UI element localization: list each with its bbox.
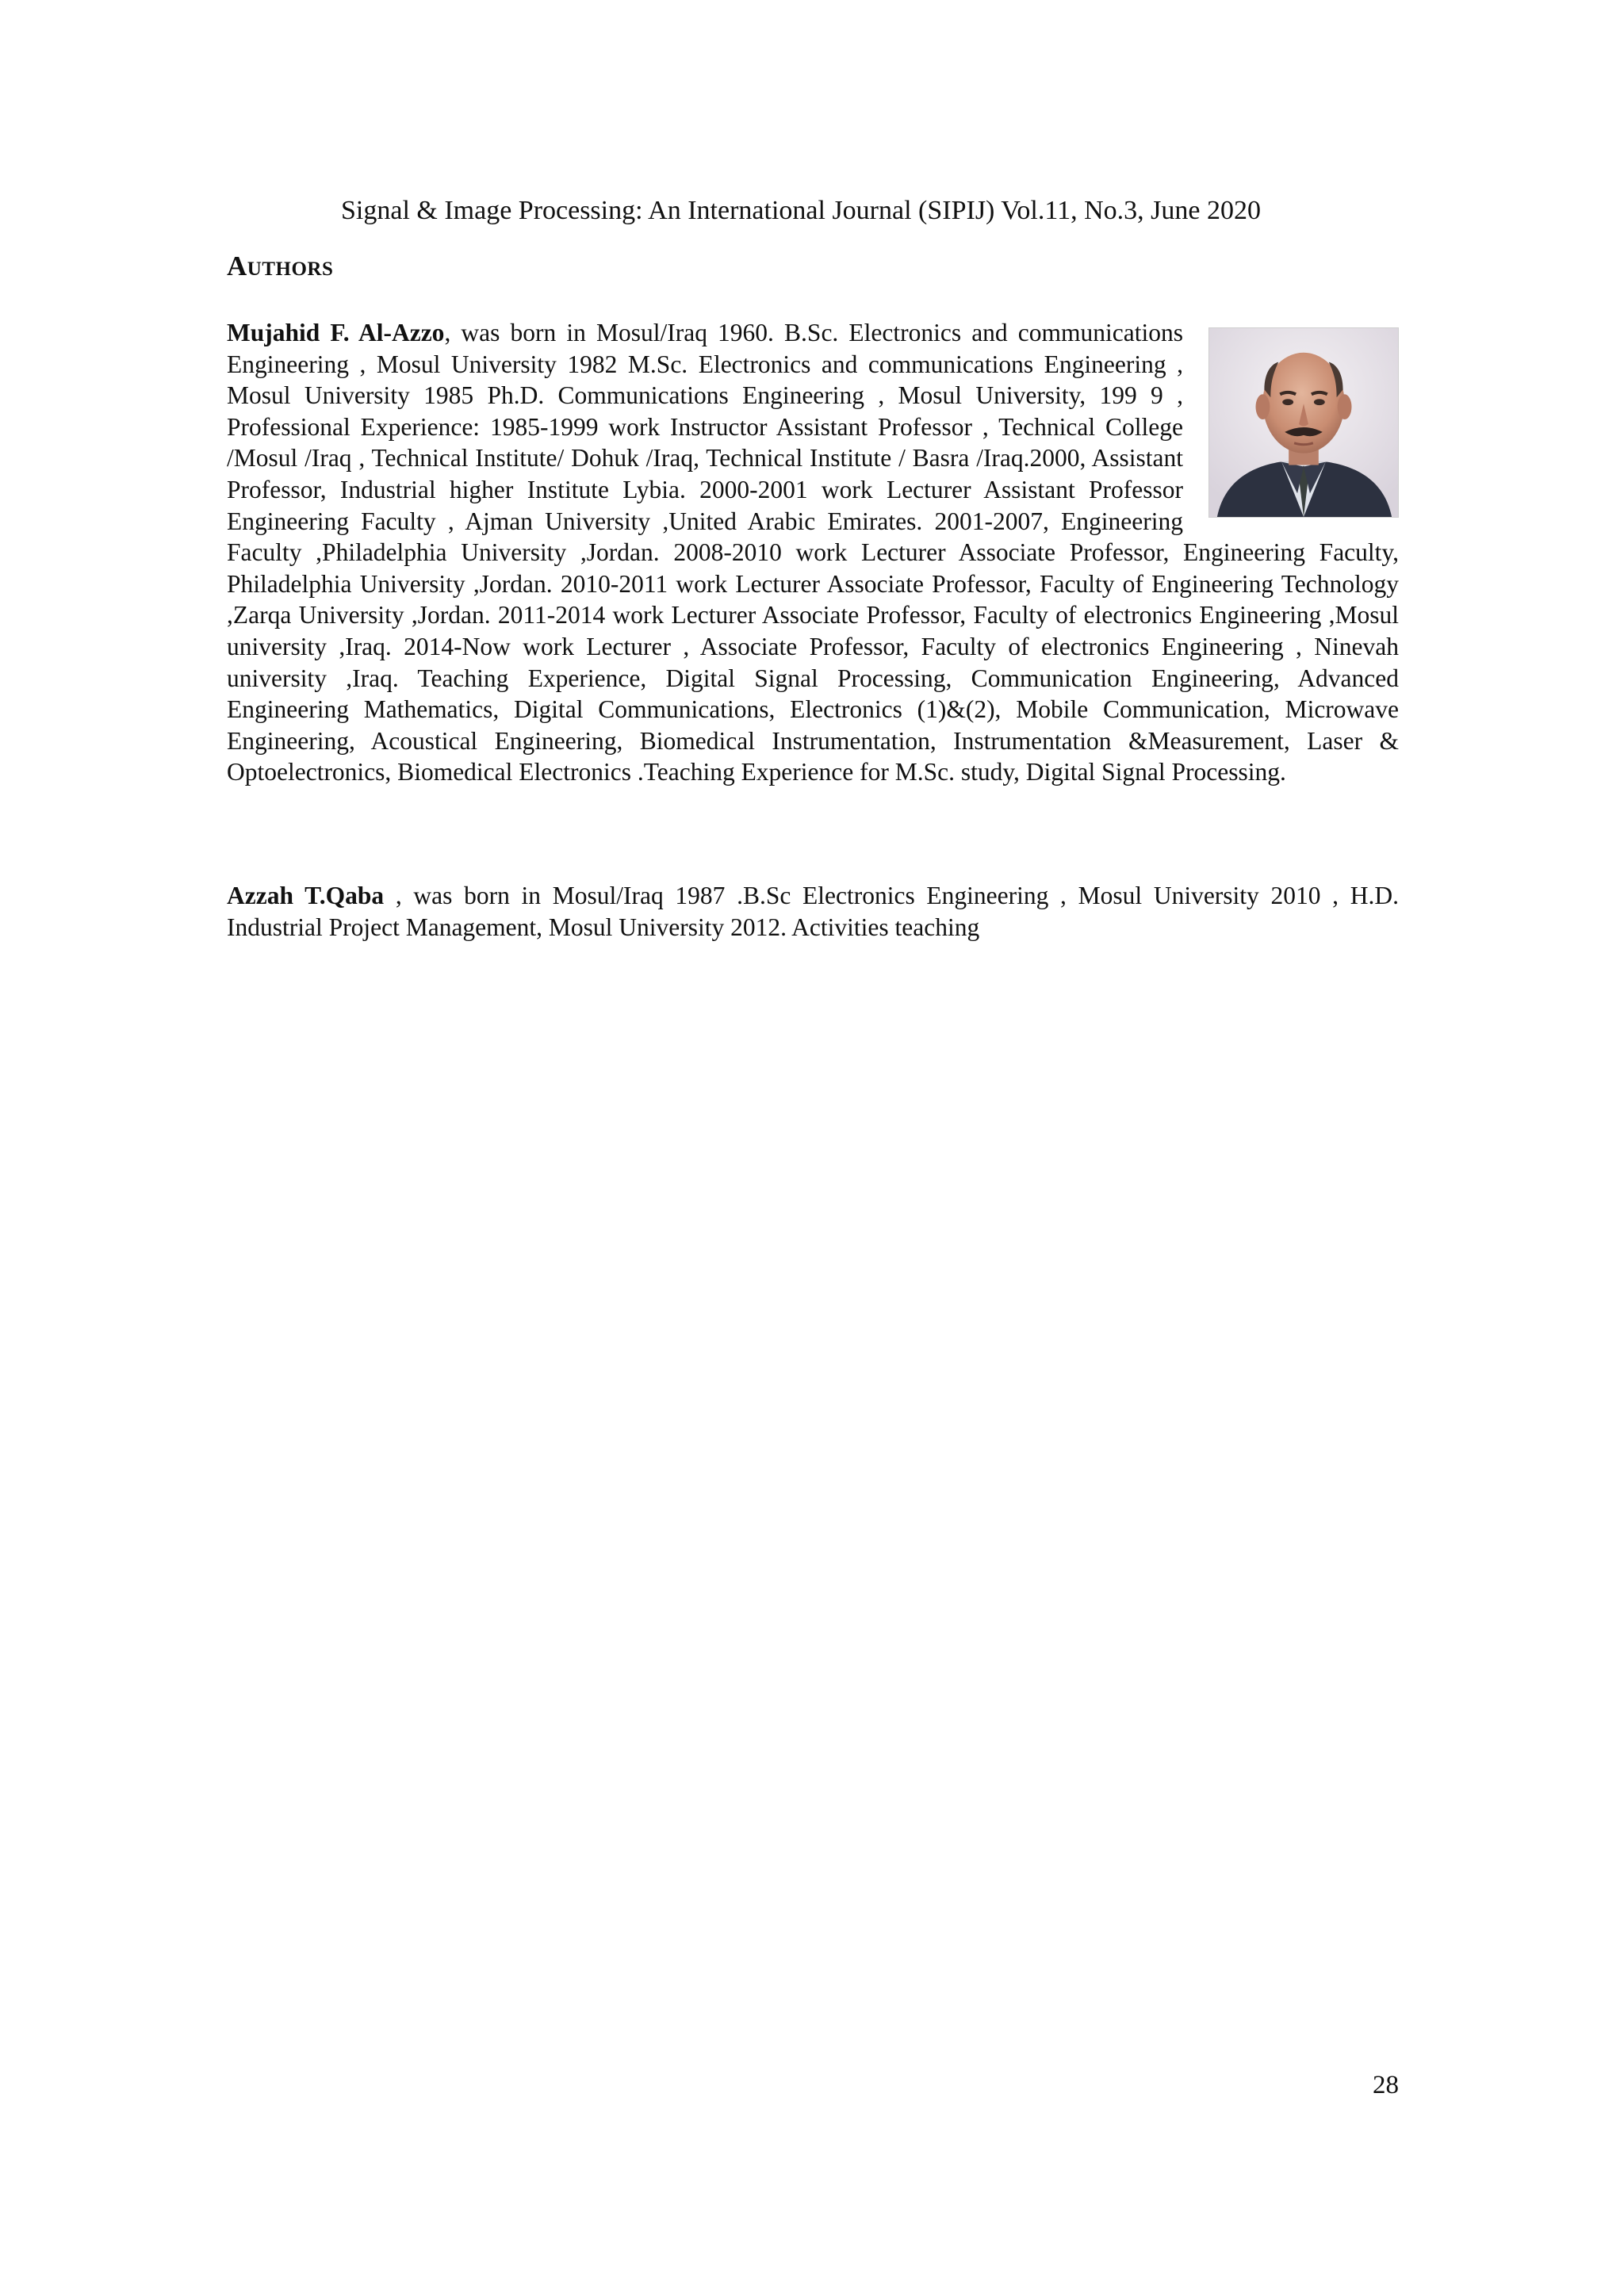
author-bio-text: , was born in Mosul/Iraq 1960. B.Sc. Electronics and communications Engineering , Mosul University 1982 M.Sc. Electronics and communications Engineering , Mosul University 1985 Ph.D. Communications Engineering , Mosul University, 199 9 , Professional Experience: 1985-1999 work Instructor Assistant Professor , Technical College /Mosul /Iraq , Technical Institute/ Dohuk /Iraq, Technical Institute / Basra /Iraq.2000, Assistant Professor, Industrial higher Institute Lybia. 2000-2001 work Lecturer Assistant Professor Engineering Faculty , Ajman University ,United Arabic Emirates. 2001-2007, Engineering Faculty ,Philadelphia University ,Jordan. 2008-2010 work Lecturer Associate Professor, Engineering Faculty, Philadelphia University ,Jordan. 2010-2011 work Lecturer Associate Professor, Faculty of Engineering Technology ,Zarqa University ,Jordan. 2011-2014 work Lecturer Associate Professor, Faculty of electronics Engineering ,Mosul university ,Iraq. 2014-Now work Lecturer , Associate Professor, Faculty of electronics Engineering , Ninevah university ,Iraq. Teaching Experience, Digital Signal Processing, Communication Engineering, Advanced Engineering Mathematics, Digital Communications, Electronics (1)&(2), Mobile Communication, Microwave Engineering, Acoustical Engineering, Biomedical Instrumentation, Instrumentation &Measurement, Laser & Optoelectronics, Biomedical Electronics .Teaching Experience for M.Sc. study, Digital Signal Processing.: [227, 319, 1399, 786]
author-bio-text: , was born in Mosul/Iraq 1987 .B.Sc Electronics Engineering , Mosul University 2010 , H.D. Industrial Project Management, Mosul University 2012. Activities teaching: [227, 882, 1399, 941]
author-bio: [227, 317, 1399, 788]
author-photo: [1208, 327, 1399, 518]
author-name: Mujahid F. Al-Azzo: [227, 319, 445, 346]
page-number: 28: [1373, 2071, 1399, 2099]
running-header: Signal & Image Processing: An International Journal (SIPIJ) Vol.11, No.3, June 2020: [341, 196, 1261, 225]
author-bio: [227, 880, 1399, 943]
author-name: Azzah T.Qaba: [227, 882, 385, 909]
section-heading-authors: Authors: [227, 251, 334, 281]
portrait-graphic: [1209, 328, 1398, 517]
